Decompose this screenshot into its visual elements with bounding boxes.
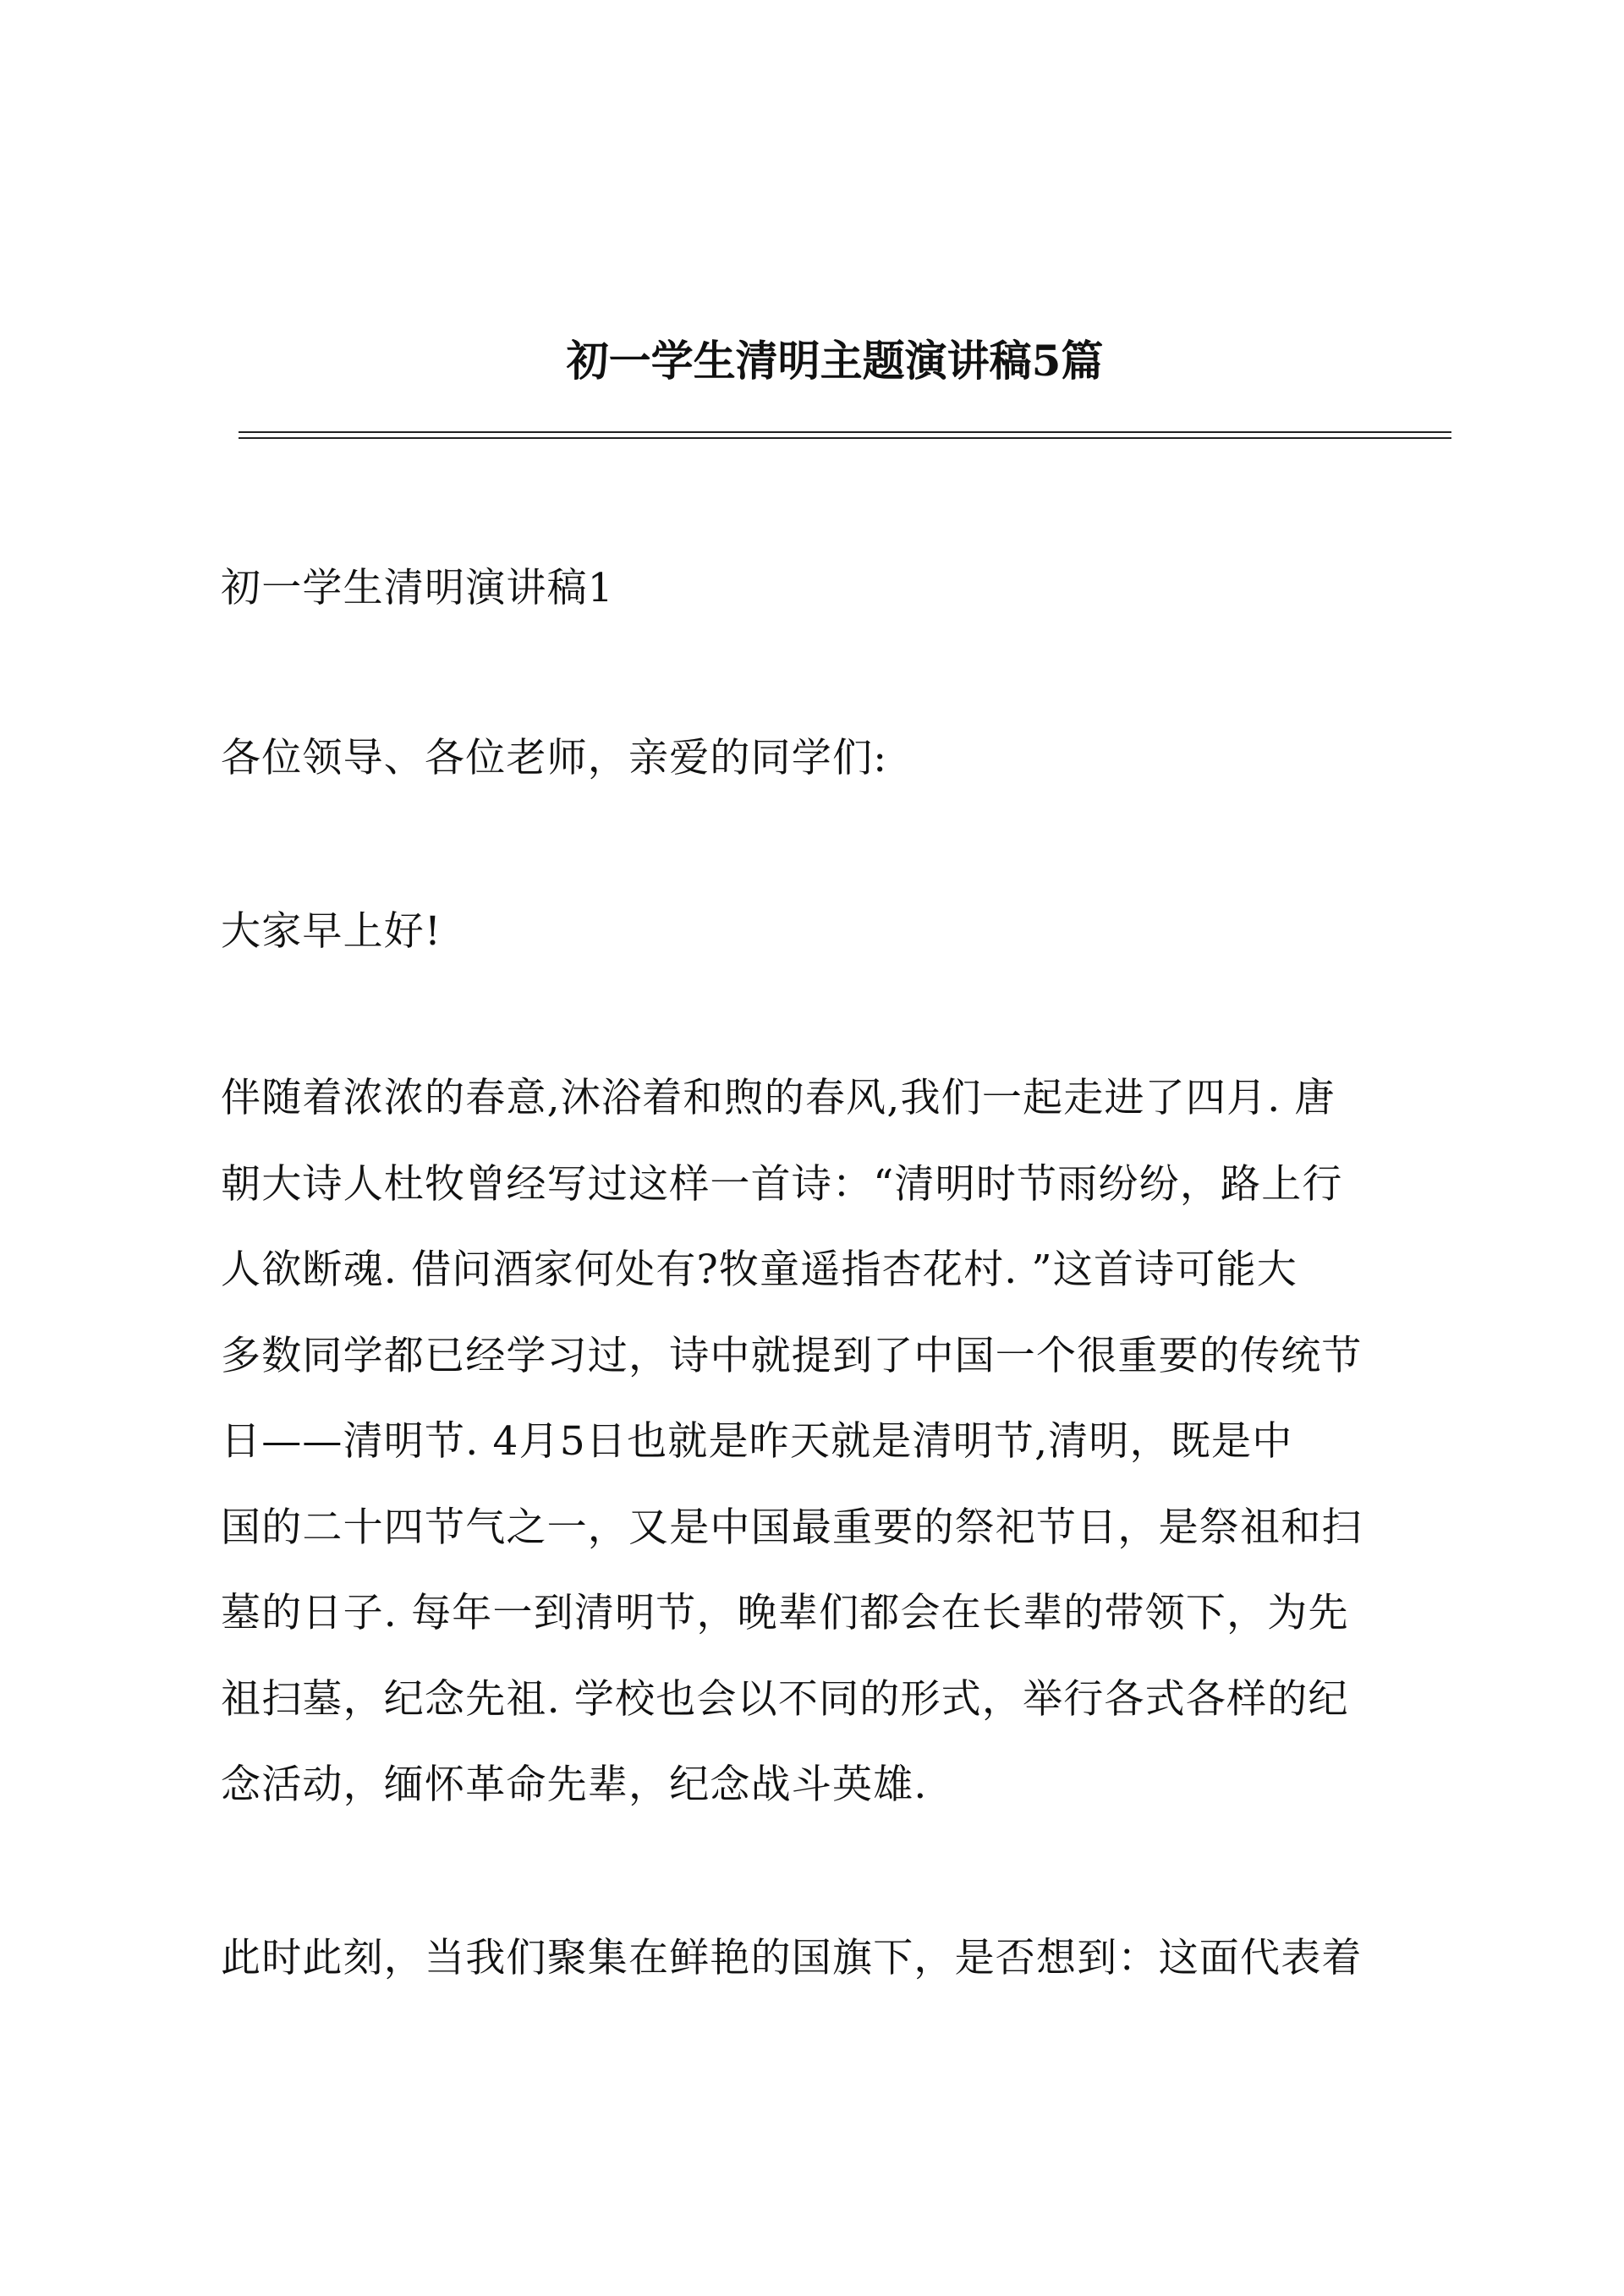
title-divider-top [239,431,1451,433]
paragraph-1 [221,1055,1456,1828]
paragraph-line: 伴随着浓浓的春意,沐浴着和煦的春风,我们一起走进了四月. 唐 [221,1075,1336,1121]
title-divider-bottom [239,437,1451,439]
paragraph-line: 祖扫墓，纪念先祖. 学校也会以不同的形式，举行各式各样的纪 [221,1675,1349,1723]
paragraph-line: 多数同学都已经学习过，诗中就提到了中国一个很重要的传统节 [221,1332,1363,1379]
paragraph-line: 墓的日子. 每年一到清明节，晚辈们都会在长辈的带领下，为先 [221,1590,1349,1636]
paragraph-line: 人欲断魂. 借问酒家何处有?牧童遥指杏花村. ”这首诗可能大 [221,1247,1298,1293]
paragraph-line: 日——清明节. 4月5日也就是昨天就是清明节,清明，既是中 [221,1418,1293,1465]
paragraph-line: 念活动，缅怀革命先辈，纪念战斗英雄. [221,1762,928,1808]
paragraph-line: 国的二十四节气之一，又是中国最重要的祭祀节日，是祭祖和扫 [221,1504,1363,1551]
section-heading: 初一学生清明演讲稿1 [221,565,614,611]
paragraph-line: 朝大诗人杜牧曾经写过这样一首诗：“清明时节雨纷纷，路上行 [221,1160,1343,1208]
document-title: 初一学生清明主题演讲稿5篇 [566,336,1104,386]
salutation: 大家早上好! [221,908,442,955]
paragraph-2 [221,1915,1456,2002]
greeting: 各位领导、各位老师，亲爱的同学们: [221,735,888,781]
paragraph-line: 此时此刻，当我们聚集在鲜艳的国旗下，是否想到：这面代表着 [221,1935,1363,1981]
